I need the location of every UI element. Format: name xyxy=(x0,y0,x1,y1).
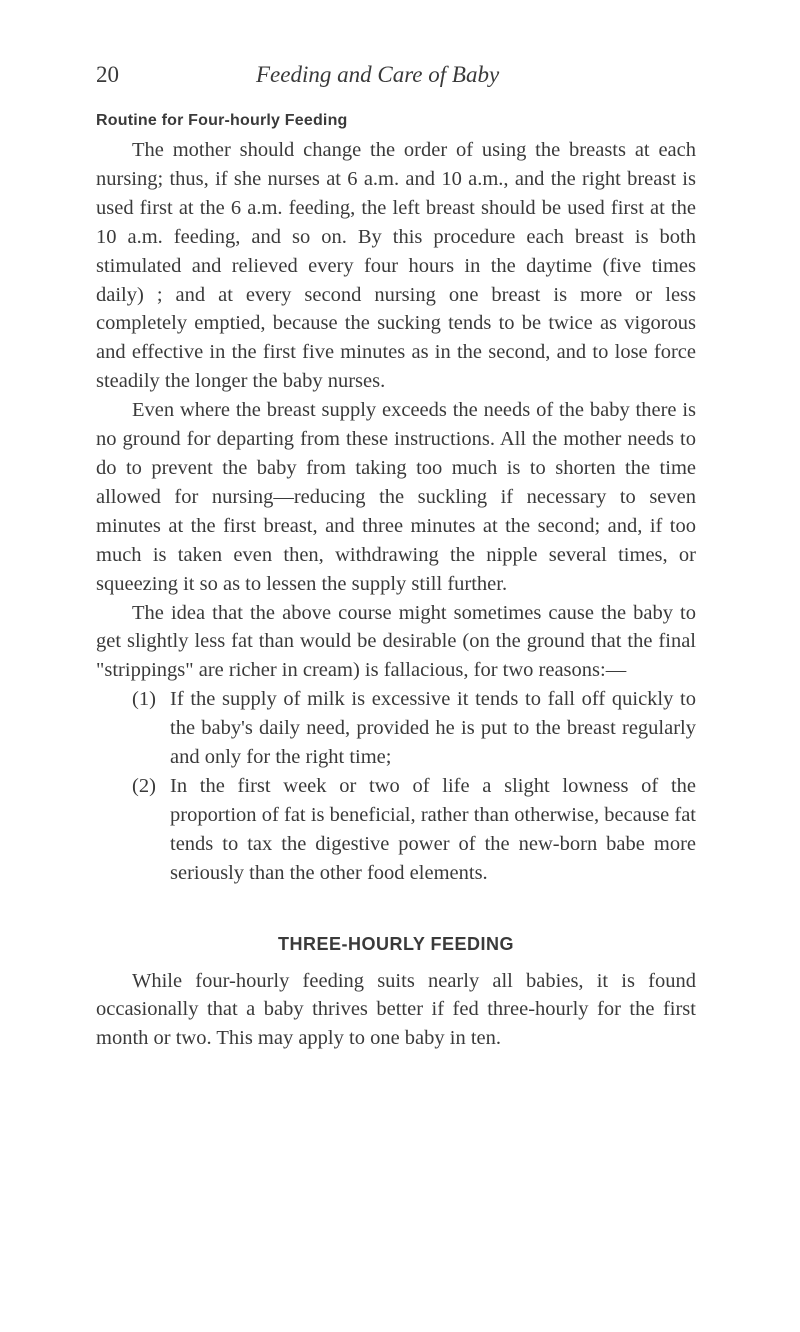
book-page xyxy=(96,62,696,1053)
list-marker: (1) xyxy=(132,688,156,711)
reason-list-item xyxy=(96,772,696,888)
section-heading-three-hourly: THREE-HOURLY FEEDING xyxy=(277,933,515,954)
paragraph: Even where the breast supply exceeds the needs of the baby there is no ground for departing from these instructions. All the mother needs to do to prevent the baby from taking too much is to shorten the time allowed for nursing—reducing the suckling if necessary to seven minutes at the first breast, and three minutes at the second; and, if too much is taken even then, withdrawing the nipple several times, or squeezing it so as to lessen the supply still further. xyxy=(96,399,696,595)
list-item-text: If the supply of milk is excessive it tends to fall off quickly to the baby's daily need, provided he is put to the breast regularly and only for the right time; xyxy=(170,688,696,769)
section-heading-four-hourly: Routine for Four-hourly Feeding xyxy=(96,112,348,129)
paragraph: While four-hourly feeding suits nearly all babies, it is found occasionally that a baby thrives better if fed three-hourly for the first month or two. This may apply to one baby in ten. xyxy=(96,969,696,1050)
paragraph: The mother should change the order of using the breasts at each nursing; thus, if she nurses at 6 a.m. and 10 a.m., and the right breast is used first at the 6 a.m. feeding, the left breast should be used first at the 10 a.m. feeding, and so on. By this procedure each breast is both stimulated and relieved every four hours in the daytime (five times daily) ; and at every second nursing one breast is more or less completely emptied, because the sucking tends to be twice as vigorous and effective in the first five minutes as in the second, and to lose force steadily the longer the baby nurses. xyxy=(96,139,696,393)
page-number: 20 xyxy=(96,62,119,87)
list-marker: (2) xyxy=(132,774,156,797)
running-head xyxy=(96,62,696,92)
list-item-text: In the first week or two of life a slight lowness of the proportion of fat is beneficial, rather than otherwise, because fat tends to tax the digestive power of the new-born babe more seriously than the other food elements. xyxy=(170,774,696,884)
paragraph: The idea that the above course might sometimes cause the baby to get slightly less fat than would be desirable (on the ground that the final "strippings" are richer in cream) is fallacious, for two reasons:— xyxy=(96,601,696,682)
reason-list-item xyxy=(96,685,696,772)
running-title: Feeding and Care of Baby xyxy=(256,62,500,87)
